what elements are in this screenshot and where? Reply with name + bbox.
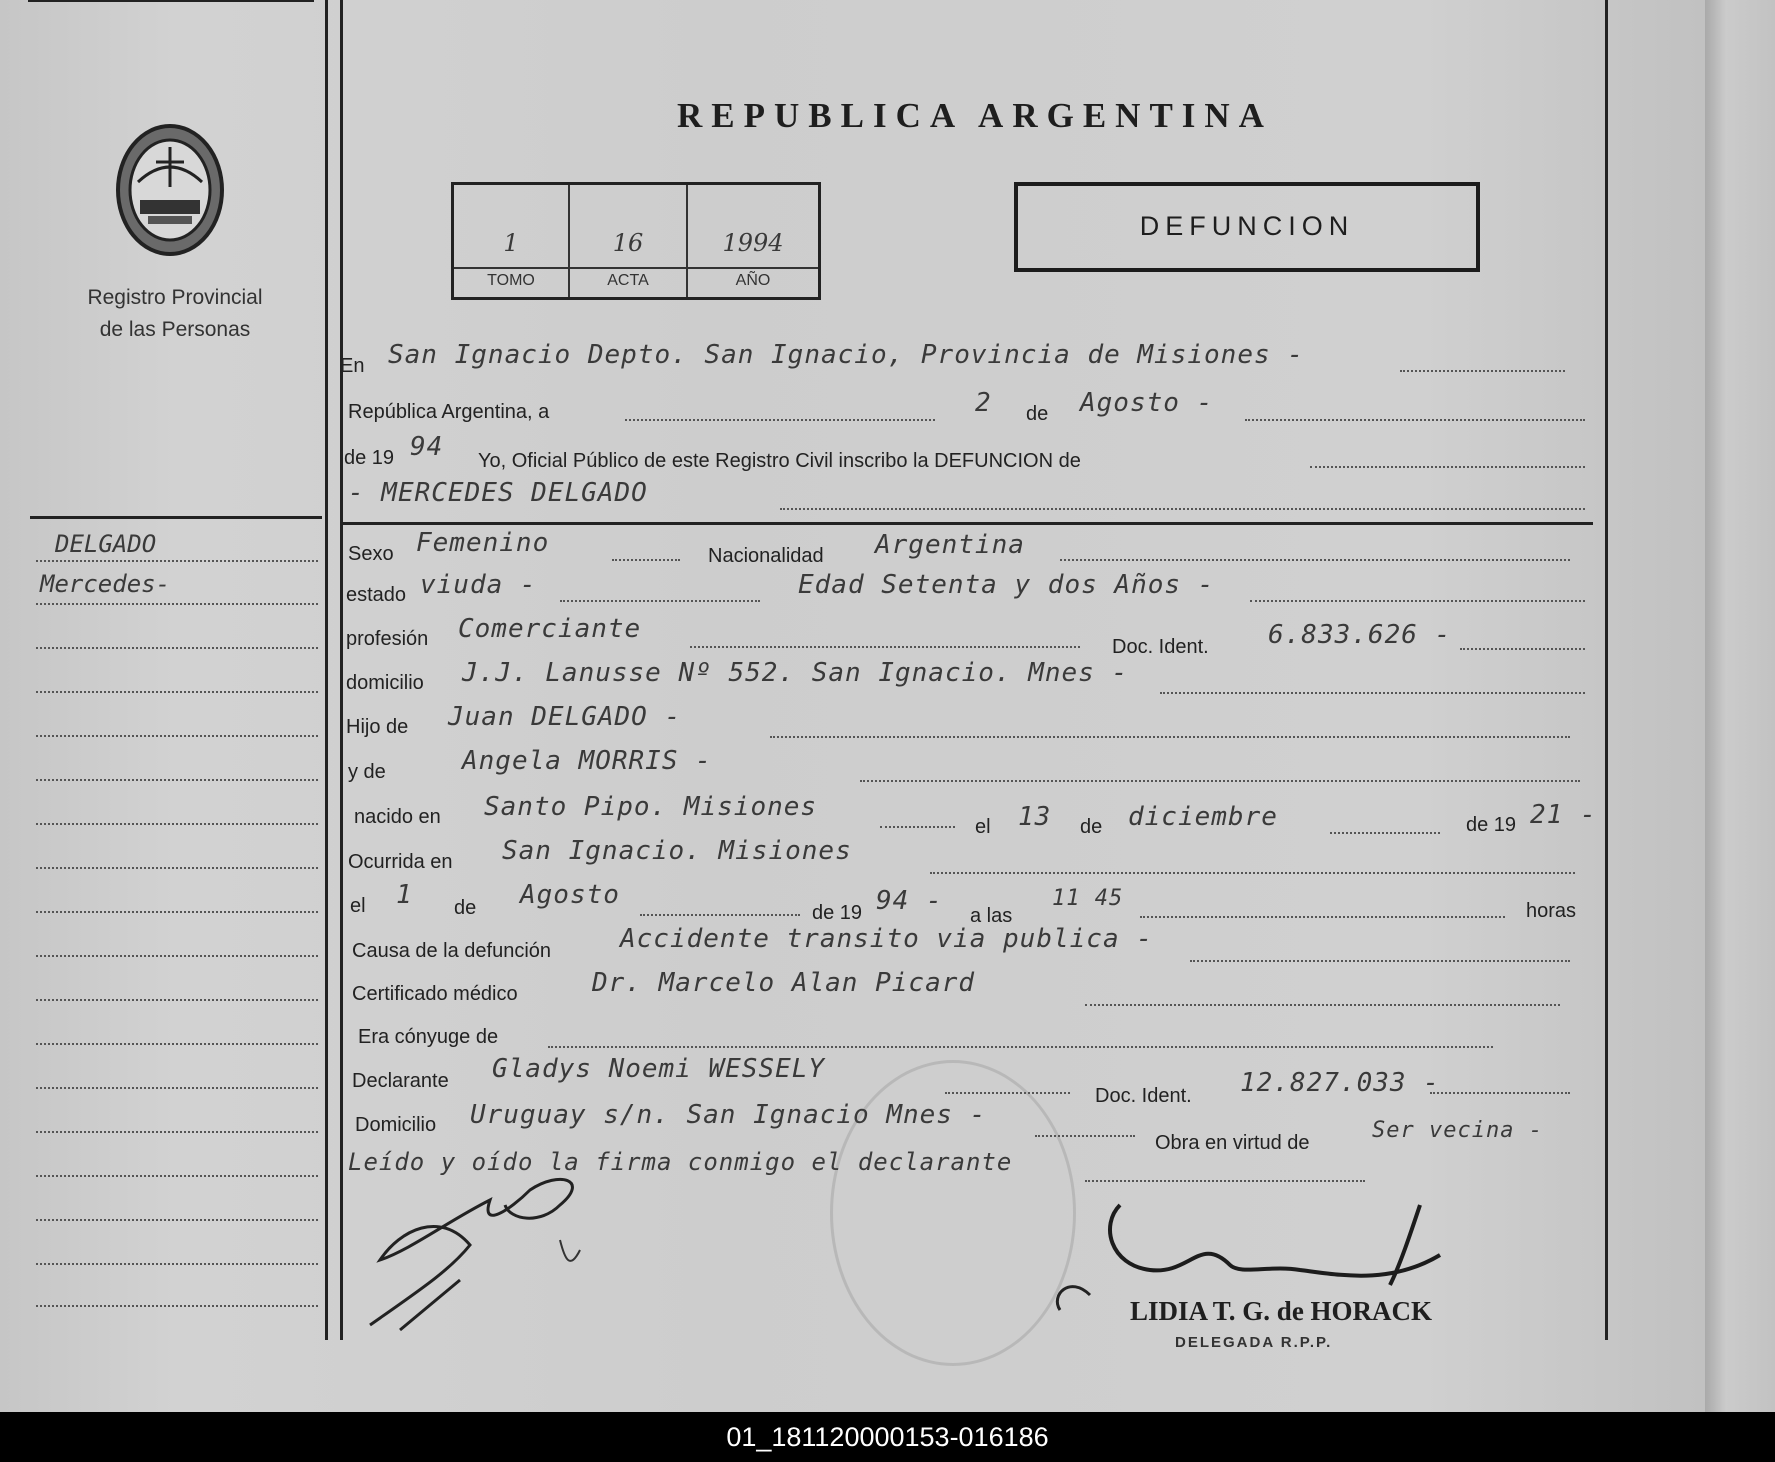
fill-line [1085, 1180, 1365, 1182]
fill-line [560, 600, 760, 602]
fill-line [690, 646, 1080, 648]
fill-line [612, 559, 680, 561]
fill-line [1330, 832, 1440, 834]
birth-de-label: de [1080, 816, 1103, 838]
declarante-domicilio-label: Domicilio [355, 1114, 437, 1136]
form-left-border [340, 0, 343, 1340]
deceased-name: - MERCEDES DELGADO [348, 478, 648, 508]
index-line [36, 999, 318, 1001]
ano-value: 1994 [722, 229, 784, 257]
provincial-seal-icon [108, 112, 233, 260]
death-el-label: el [350, 895, 366, 917]
fill-line [1250, 600, 1585, 602]
el-label: el [975, 816, 991, 838]
fill-line [640, 914, 800, 916]
conyuge-label: Era cónyuge de [358, 1026, 499, 1048]
sexo-label: Sexo [348, 543, 394, 565]
death-place-value: San Ignacio. Misiones [502, 836, 852, 866]
ano-label: AÑO [735, 272, 771, 289]
birth-day-value: 13 [1018, 802, 1052, 832]
tomo-label: TOMO [487, 272, 535, 289]
index-line [36, 735, 318, 737]
tomo-value: 1 [503, 229, 519, 257]
y-de-label: y de [348, 761, 386, 783]
birthplace-value: Santo Pipo. Misiones [484, 792, 818, 822]
sexo-value: Femenino [416, 528, 550, 558]
acta-label: ACTA [607, 272, 649, 289]
index-line [36, 1175, 318, 1177]
nacido-en-label: nacido en [354, 806, 441, 828]
officer-name: LIDIA T. G. de HORACK [1130, 1296, 1433, 1326]
leido-line: Leído y oído la firma conmigo el declarante [348, 1148, 1013, 1176]
place-value: San Ignacio Depto. San Ignacio, Provincia de Misiones - [388, 340, 1304, 370]
index-line [36, 823, 318, 825]
index-line [36, 955, 318, 957]
fill-line [625, 419, 935, 421]
estado-label: estado [346, 584, 407, 606]
fill-line [770, 736, 1570, 738]
declarante-doc-label: Doc. Ident. [1095, 1085, 1192, 1107]
domicilio-value: J.J. Lanusse Nº 552. San Ignacio. Mnes - [462, 658, 1129, 688]
index-line [36, 1305, 318, 1307]
doc-ident-value: 6.833.626 - [1268, 620, 1452, 650]
column-divider [325, 0, 328, 1340]
ano-cell [688, 185, 818, 297]
top-rule-left [28, 0, 314, 2]
registry-reference-box [451, 182, 821, 300]
obra-value: Ser vecina - [1372, 1118, 1543, 1143]
inscribe-text: Yo, Oficial Público de este Registro Civil inscribo la DEFUNCION de [478, 450, 1081, 472]
father-name: Juan DELGADO - [448, 702, 682, 732]
fill-line [1400, 370, 1565, 372]
fill-line [930, 872, 1575, 874]
causa-value: Accidente transito via publica - [620, 924, 1153, 954]
document-type-box: DEFUNCION [1014, 182, 1480, 272]
ocurrida-en-label: Ocurrida en [348, 851, 453, 873]
certificado-label: Certificado médico [352, 983, 518, 1005]
index-line [36, 1263, 318, 1265]
fill-line [1310, 466, 1585, 468]
index-line [36, 560, 318, 562]
page-edge [1705, 0, 1775, 1412]
registry-line-2: de las Personas [99, 318, 251, 341]
tomo-cell [454, 185, 570, 297]
index-line [36, 911, 318, 913]
index-line [36, 779, 318, 781]
obra-label: Obra en virtud de [1155, 1132, 1310, 1154]
death-month-value: Agosto [520, 880, 620, 910]
fill-line [1430, 1092, 1570, 1094]
fill-line [1140, 916, 1505, 918]
fill-line [780, 508, 1585, 510]
index-line [36, 867, 318, 869]
mother-name: Angela MORRIS - [462, 746, 712, 776]
republica-label: República Argentina, a [348, 401, 550, 423]
form-right-border [1605, 0, 1608, 1340]
month-value: Agosto - [1080, 388, 1214, 418]
index-line [36, 603, 318, 605]
fill-line [1460, 648, 1585, 650]
profesion-label: profesión [346, 628, 429, 650]
officer-title: DELEGADA R.P.P. [1175, 1334, 1333, 1351]
declarante-label: Declarante [352, 1070, 449, 1092]
fill-line [1085, 1004, 1560, 1006]
de-label: de [1026, 403, 1049, 425]
registry-title [60, 282, 290, 346]
death-year-value: 94 - [876, 886, 943, 916]
causa-label: Causa de la defunción [352, 940, 552, 962]
declarante-value: Gladys Noemi WESSELY [492, 1054, 826, 1084]
death-year-prefix: de 19 [812, 902, 863, 924]
profesion-value: Comerciante [458, 614, 642, 644]
hijo-de-label: Hijo de [346, 716, 409, 738]
acta-value: 16 [612, 229, 644, 257]
domicilio-label: domicilio [346, 672, 424, 694]
doc-ident-label: Doc. Ident. [1112, 636, 1209, 658]
nacionalidad-value: Argentina [875, 530, 1025, 560]
fill-line [1190, 960, 1570, 962]
edad-value: Edad Setenta y dos Años - [798, 570, 1215, 600]
birth-year-prefix: de 19 [1466, 814, 1517, 836]
index-line [36, 1219, 318, 1221]
year-prefix-label: de 19 [344, 447, 395, 469]
country-title: REPUBLICA ARGENTINA [677, 96, 1273, 135]
horas-label: horas [1526, 900, 1577, 922]
birth-year-value: 21 - [1530, 800, 1597, 830]
fill-line [1245, 419, 1585, 421]
fill-line [548, 1046, 1493, 1048]
section-rule [343, 522, 1593, 525]
declarant-signature [360, 1150, 620, 1340]
certificado-value: Dr. Marcelo Alan Picard [592, 968, 976, 998]
year-value: 94 [410, 432, 444, 462]
file-id-bar: 01_181120000153-016186 [0, 1412, 1775, 1462]
index-given-name: Mercedes- [40, 570, 171, 598]
estado-value: viuda - [420, 570, 537, 600]
fill-line [1060, 559, 1570, 561]
fill-line [1160, 692, 1585, 694]
left-panel-divider [30, 516, 322, 519]
a-las-label: a las [970, 905, 1013, 927]
index-line [36, 1043, 318, 1045]
index-line [36, 691, 318, 693]
en-label: En [340, 355, 365, 377]
faint-stamp [830, 1060, 1076, 1366]
index-line [36, 1131, 318, 1133]
index-surname: DELGADO [55, 530, 157, 558]
nacionalidad-label: Nacionalidad [708, 545, 824, 567]
index-line [36, 1087, 318, 1089]
birth-month-value: diciembre [1128, 802, 1278, 832]
death-de-label: de [454, 897, 477, 919]
fill-line [880, 826, 955, 828]
declarante-doc-value: 12.827.033 - [1240, 1068, 1440, 1098]
acta-cell [570, 185, 688, 297]
day-value: 2 [975, 388, 992, 418]
declarante-domicilio-value: Uruguay s/n. San Ignacio Mnes - [470, 1100, 987, 1130]
hour-value: 11 45 [1052, 886, 1124, 911]
registry-line-1: Registro Provincial [87, 286, 263, 309]
death-day-value: 1 [396, 880, 413, 910]
fill-line [860, 780, 1580, 782]
index-line [36, 647, 318, 649]
